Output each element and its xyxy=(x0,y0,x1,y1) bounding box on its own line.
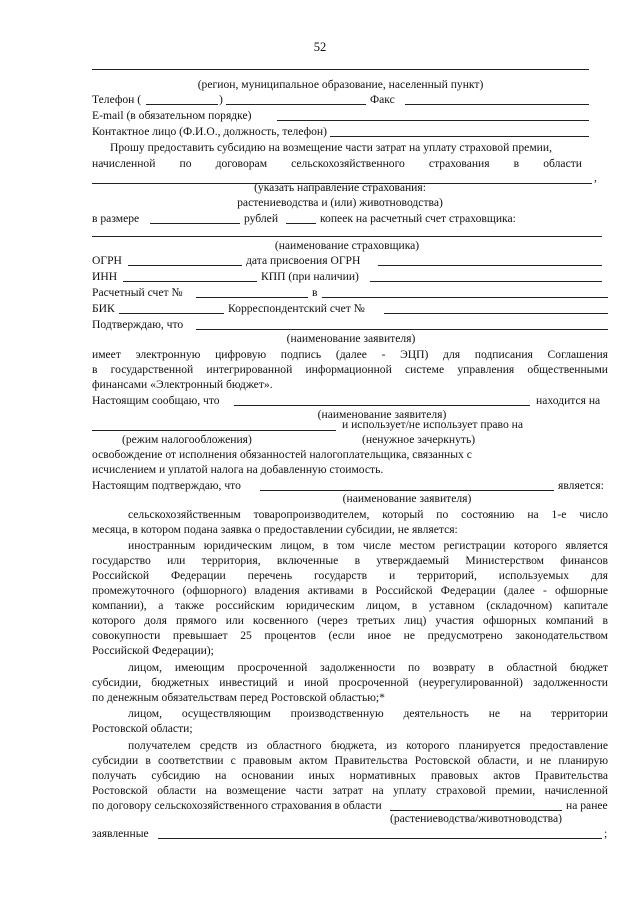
is-label: является: xyxy=(558,479,604,492)
amount-rub-label: рублей xyxy=(244,212,279,225)
corr-account-field[interactable] xyxy=(384,313,608,314)
outside-line-2: Ростовской области; xyxy=(92,722,193,735)
region-caption: (регион, муниципальное образование, населенный пункт) xyxy=(197,78,484,91)
bik-label: БИК xyxy=(92,302,115,315)
foreign-line-5: компании), а также российским юридическим лицом, в уставном (складочном) капитале xyxy=(92,599,608,612)
inn-field[interactable] xyxy=(123,281,257,282)
kpp-label: КПП (при наличии) xyxy=(261,270,359,283)
declared-label: заявленные xyxy=(92,827,149,840)
foreign-line-6: которого доля прямого или косвенного (через третьих лиц) участия офшорных компаний в xyxy=(92,614,608,627)
confirm2-applicant-field[interactable] xyxy=(260,490,554,491)
ogrn-field[interactable] xyxy=(128,265,242,266)
exemption-line-1: освобождение от исполнения обязанностей налогоплательщика, связанных с xyxy=(92,448,472,461)
producer-line-1: сельскохозяйственным товаропроизводителем, который по состоянию на 1-е число xyxy=(128,508,608,521)
foreign-line-4: промежуточного (офшорного) владения активами в Российской Федерации (далее - офшорные xyxy=(92,584,608,597)
inform-applicant-field[interactable] xyxy=(234,405,530,406)
recipient-line-4: Ростовской области на возмещение части затрат на уплату страховой премии, начисленной xyxy=(92,784,608,797)
comma: , xyxy=(594,171,597,184)
account-label: Расчетный счет № xyxy=(92,286,183,299)
debt-line-3: по денежным обязательствам перед Ростовской областью;* xyxy=(92,691,385,704)
page-number: 52 xyxy=(313,40,327,54)
kpp-field[interactable] xyxy=(370,281,602,282)
producer-line-2: месяца, в котором подана заявка о предоставлении субсидии, не является: xyxy=(92,523,458,536)
contact-field[interactable] xyxy=(330,136,589,137)
foreign-line-7: совокупности превышает 25 процентов (если иное не предусмотрено законодательством xyxy=(92,629,608,642)
recipient-line-3: получать субсидию на основании иных нормативных правовых актов Правительства xyxy=(92,769,608,782)
phone-label: Телефон ( xyxy=(92,93,142,106)
tax-regime-field[interactable] xyxy=(92,430,336,431)
sector-caption: (растениеводства/животноводства) xyxy=(390,812,562,825)
direction-caption-1: (указать направление страхования: xyxy=(254,181,426,194)
semicolon: ; xyxy=(604,827,608,840)
foreign-line-8: Российской Федерации); xyxy=(92,644,214,657)
amount-suffix: копеек на расчетный счет страховщика: xyxy=(320,212,516,225)
debt-line-1: лицом, имеющим просроченной задолженности по возврату в областной бюджет xyxy=(128,661,608,674)
ecp-line-1: имеет электронную цифровую подпись (далее - ЭЦП) для подписания Соглашения xyxy=(92,348,608,361)
inn-label: ИНН xyxy=(92,270,118,283)
amount-kopecks-field[interactable] xyxy=(286,223,316,224)
foreign-line-2: государство или территория, включенные в утверждаемый Министерством финансов xyxy=(92,554,608,567)
insurer-caption: (наименование страховщика) xyxy=(274,239,420,252)
applicant-caption-3: (наименование заявителя) xyxy=(342,492,472,505)
email-label: E-mail (в обязательном порядке) xyxy=(92,109,252,122)
inform-label: Настоящим сообщаю, что xyxy=(92,394,220,407)
recipient-line-5: по договору сельскохозяйственного страхования в области xyxy=(92,799,382,812)
confirm-applicant-field[interactable] xyxy=(196,329,608,330)
ogrn-label: ОГРН xyxy=(92,254,122,267)
amount-prefix: в размере xyxy=(92,212,140,225)
contact-label: Контактное лицо (Ф.И.О., должность, телефон) xyxy=(92,125,327,138)
confirm2-label: Настоящим подтверждаю, что xyxy=(92,479,241,492)
account-in-label: в xyxy=(312,286,318,299)
foreign-line-1: иностранным юридическим лицом, в том числе местом регистрации которого является xyxy=(128,539,608,552)
strike-caption: (ненужное зачеркнуть) xyxy=(362,433,476,446)
confirm-label: Подтверждаю, что xyxy=(92,318,184,331)
exemption-line-2: исчислением и уплатой налога на добавленную стоимость. xyxy=(92,463,384,476)
amount-rubles-field[interactable] xyxy=(150,223,240,224)
foreign-line-3: Российской Федерации перечень государств и территорий, используемых для xyxy=(92,569,608,582)
outside-line-1: лицом, осуществляющим производственную деятельность не на территории xyxy=(128,707,608,720)
bank-name-field[interactable] xyxy=(322,297,608,298)
corr-account-label: Корреспондентский счет № xyxy=(228,302,365,315)
fax-field[interactable] xyxy=(405,104,589,105)
ecp-line-2: в государственной интегрированной информационной системе управления общественными xyxy=(92,363,608,376)
tax-right-text: и использует/не использует право на xyxy=(342,418,523,431)
request-line-1: Прошу предоставить субсидию на возмещение части затрат на уплату страховой премии, xyxy=(110,141,552,154)
email-field[interactable] xyxy=(277,120,589,121)
recipient-line-1: получателем средств из областного бюджета, из которого планируется предоставление xyxy=(128,739,608,752)
sector-field[interactable] xyxy=(390,810,562,811)
ecp-line-3: финансами «Электронный бюджет». xyxy=(92,378,273,391)
located-label: находится на xyxy=(536,394,601,407)
account-number-field[interactable] xyxy=(196,297,308,298)
bik-field[interactable] xyxy=(119,313,224,314)
phone-code-field[interactable] xyxy=(146,104,218,105)
recipient-line-2: субсидии в соответствии с правовым актом Правительства Ростовской области, и не планирую xyxy=(92,754,608,767)
declared-field[interactable] xyxy=(158,838,602,839)
fax-label: Факс xyxy=(370,93,395,106)
direction-caption-2: растениеводства и (или) животноводства) xyxy=(237,196,443,209)
insurer-name-field[interactable] xyxy=(92,236,602,237)
applicant-caption-1: (наименование заявителя) xyxy=(286,332,416,345)
request-line-2: начисленной по договорам сельскохозяйственного страхования в области xyxy=(92,157,582,170)
phone-number-field[interactable] xyxy=(226,104,366,105)
ogrn-date-label: дата присвоения ОГРН xyxy=(246,254,361,267)
applicant-caption-2: (наименование заявителя) xyxy=(317,408,447,421)
ogrn-date-field[interactable] xyxy=(378,265,602,266)
region-line[interactable] xyxy=(92,69,589,70)
recipient-suffix: на ранее xyxy=(566,799,608,812)
phone-close: ) xyxy=(219,93,223,106)
tax-regime-caption: (режим налогообложения) xyxy=(122,433,252,446)
debt-line-2: субсидии, бюджетных инвестиций и иной просроченной (неурегулированной) задолженности xyxy=(92,676,608,689)
